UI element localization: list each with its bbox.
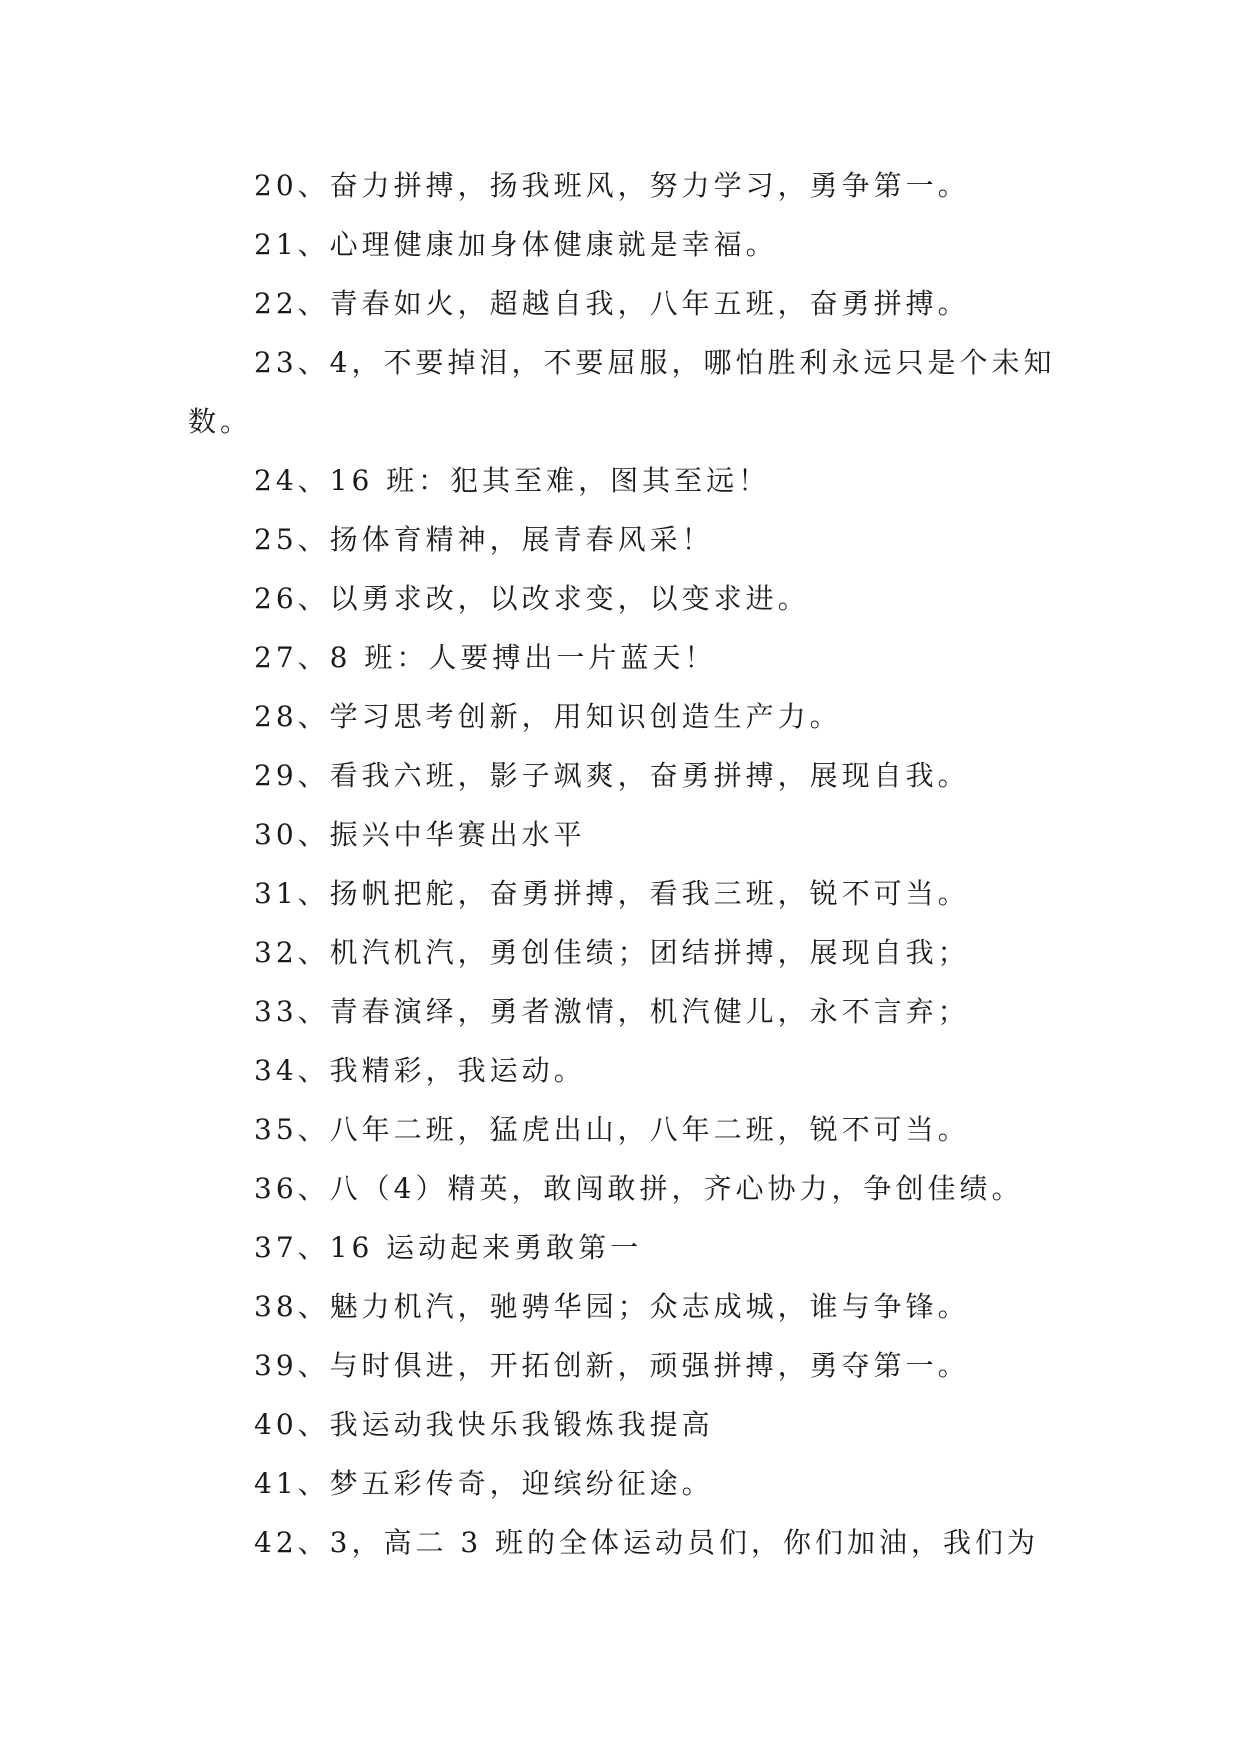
slogan-paragraph: 29、看我六班，影子飒爽，奋勇拼搏，展现自我。 [254,759,970,792]
slogan-paragraph: 38、魅力机汽，驰骋华园；众志成城，谁与争锋。 [254,1290,970,1323]
slogan-paragraph: 33、青春演绎，勇者激情，机汽健儿，永不言弃； [254,995,970,1028]
slogan-paragraph: 21、心理健康加身体健康就是幸福。 [254,228,778,261]
slogan-paragraph: 35、八年二班，猛虎出山，八年二班，锐不可当。 [254,1113,970,1146]
slogan-paragraph: 20、奋力拼搏，扬我班风，努力学习，勇争第一。 [254,169,970,202]
slogan-paragraph: 34、我精彩，我运动。 [254,1054,586,1087]
slogan-paragraph: 39、与时俱进，开拓创新，顽强拼搏，勇夺第一。 [254,1349,970,1382]
slogan-paragraph: 27、8 班：人要搏出一片蓝天！ [254,641,717,674]
slogan-paragraph: 36、八（4）精英，敢闯敢拼，齐心协力，争创佳绩。 [254,1172,1024,1205]
slogan-paragraph: 32、机汽机汽，勇创佳绩；团结拼搏，展现自我； [254,936,970,969]
slogan-paragraph: 37、16 运动起来勇敢第一 [254,1231,643,1264]
slogan-paragraph: 22、青春如火，超越自我，八年五班，奋勇拼搏。 [254,287,970,320]
slogan-paragraph: 40、我运动我快乐我锻炼我提高 [254,1408,714,1441]
slogan-paragraph: 28、学习思考创新，用知识创造生产力。 [254,700,842,733]
slogan-paragraph: 26、以勇求改，以改求变，以变求进。 [254,582,810,615]
document-body [188,156,1058,1572]
slogan-paragraph: 30、振兴中华赛出水平 [254,818,586,851]
slogan-paragraph: 23、4，不要掉泪，不要屈服，哪怕胜利永远只是个未知数。 [188,346,1056,438]
slogan-paragraph: 42、3，高二 3 班的全体运动员们，你们加油，我们为 [254,1526,1040,1559]
slogan-paragraph: 24、16 班：犯其至难，图其至远！ [254,464,771,497]
slogan-paragraph: 31、扬帆把舵，奋勇拼搏，看我三班，锐不可当。 [254,877,970,910]
slogan-paragraph: 41、梦五彩传奇，迎缤纷征途。 [254,1467,714,1500]
slogan-paragraph: 25、扬体育精神，展青春风采！ [254,523,714,556]
